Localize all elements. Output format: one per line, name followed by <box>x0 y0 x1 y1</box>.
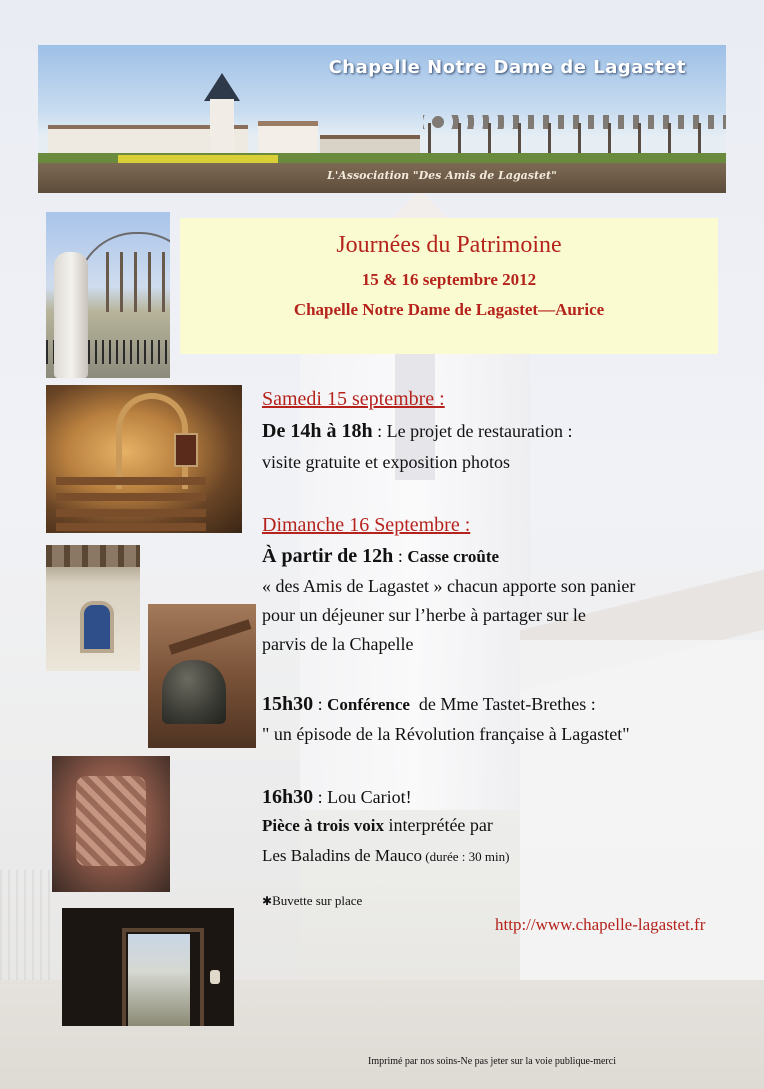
banner-title: Chapelle Notre Dame de Lagastet <box>328 57 686 78</box>
sunday-event: Casse croûte <box>407 547 500 566</box>
conference-speaker: de Mme Tastet-Brethes : <box>409 694 596 714</box>
note-buvette: ✱Buvette sur place <box>262 893 363 908</box>
sunday-line-2: « des Amis de Lagastet » chacun apporte son panier <box>262 576 636 596</box>
saturday-line-2: visite gratuite et exposition photos <box>262 452 510 472</box>
conference-time: 15h30 <box>262 693 314 715</box>
play-description-bold: Pièce à trois voix <box>262 816 384 835</box>
photo-carved-capital <box>52 756 170 892</box>
play-title: : Lou Cariot! <box>313 787 412 807</box>
event-title: Journées du Patrimoine <box>336 232 562 258</box>
saturday-heading: Samedi 15 septembre : <box>262 388 445 410</box>
sunday-line-4: parvis de la Chapelle <box>262 634 414 654</box>
play-duration: (durée : 30 min) <box>422 849 510 864</box>
conference-topic: " un épisode de la Révolution française à Lagastet" <box>262 724 630 744</box>
banner-image <box>38 45 726 193</box>
saturday-activity: : Le projet de restauration : <box>372 421 573 441</box>
banner-subtitle: L'Association "Des Amis de Lagastet" <box>327 169 557 182</box>
footer-notice: Imprimé par nos soins-Ne pas jeter sur la voie publique-merci <box>368 1056 616 1067</box>
play-time: 16h30 <box>262 786 314 808</box>
sunday-heading: Dimanche 16 Septembre : <box>262 514 471 536</box>
photo-bell <box>148 604 256 748</box>
asterisk-icon: ✱ <box>262 894 273 908</box>
play-line-1 <box>262 786 412 809</box>
event-dates: 15 & 16 septembre 2012 <box>361 270 537 289</box>
event-place: Chapelle Notre Dame de Lagastet—Aurice <box>293 300 605 319</box>
sunday-line-1: À partir de 12h : Casse croûte <box>262 545 500 567</box>
sunday-time: À partir de 12h <box>262 545 394 567</box>
website-link[interactable]: http://www.chapelle-lagastet.fr <box>495 915 706 934</box>
photo-open-door <box>62 908 234 1026</box>
photo-statue-path <box>46 212 170 378</box>
play-troupe: Les Baladins de Mauco <box>262 846 423 865</box>
photo-chapel-interior <box>46 385 242 533</box>
play-line-2: Pièce à trois voix interprétée par <box>262 815 493 835</box>
play-line-3 <box>262 845 509 866</box>
conference-label: Conférence <box>327 695 410 714</box>
sunday-line-3: pour un déjeuner sur l’herbe à partager sur le <box>262 605 586 625</box>
saturday-time: De 14h à 18h <box>262 420 373 442</box>
event-header-box <box>180 218 718 354</box>
saturday-line-1 <box>262 420 573 443</box>
conference-line-1: 15h30 : Conférence de Mme Tastet-Brethes : <box>262 693 596 715</box>
photo-altar-niche <box>46 545 140 671</box>
